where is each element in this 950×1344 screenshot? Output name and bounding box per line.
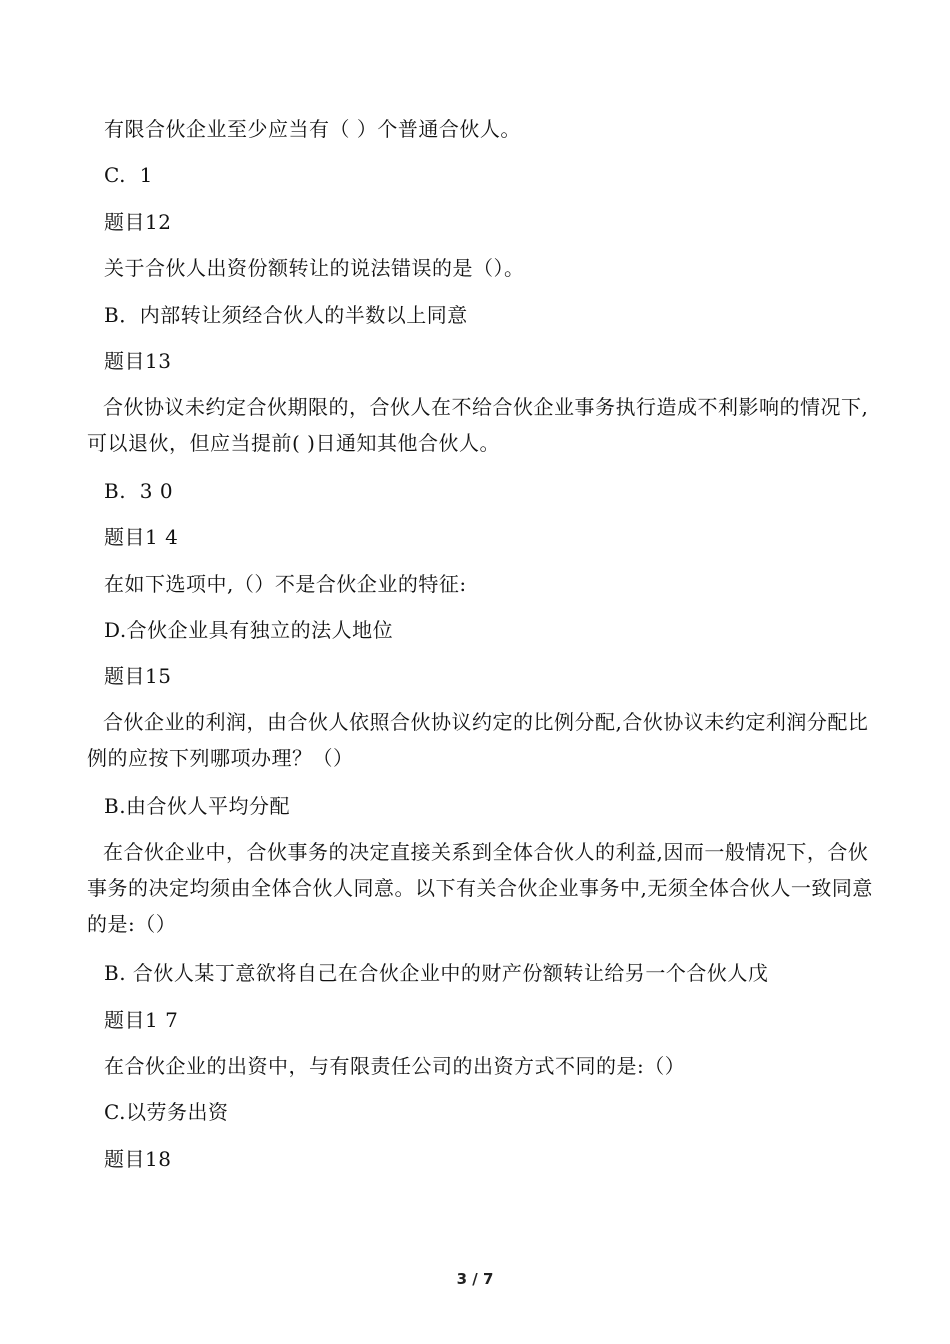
page-indicator: 3 / 7 xyxy=(456,1270,494,1288)
question-11-answer: C. 1 xyxy=(104,163,153,187)
question-17-heading: 题目1 7 xyxy=(104,1008,179,1032)
question-15-text: 合伙企业的利润，由合伙人依照合伙协议约定的比例分配,合伙协议未约定利润分配比例的应按下列哪项办理？（） xyxy=(87,710,869,770)
question-12-heading: 题目12 xyxy=(104,210,172,234)
question-17-text: 在合伙企业的出资中，与有限责任公司的出资方式不同的是:（） xyxy=(104,1054,686,1078)
question-14-answer: D.合伙企业具有独立的法人地位 xyxy=(104,618,394,642)
question-14-text: 在如下选项中,（）不是合伙企业的特征: xyxy=(104,572,467,596)
question-13-text: 合伙协议未约定合伙期限的，合伙人在不给合伙企业事务执行造成不利影响的情况下,可以退伙，但应当提前( )日通知其他合伙人。 xyxy=(87,395,869,455)
question-11-text: 有限合伙企业至少应当有（ ）个普通合伙人。 xyxy=(104,117,521,141)
question-13-heading: 题目13 xyxy=(104,349,172,373)
question-15-heading: 题目15 xyxy=(104,664,172,688)
question-16-answer: B. 合伙人某丁意欲将自己在合伙企业中的财产份额转让给另一个合伙人戊 xyxy=(104,961,769,985)
question-17-answer: C.以劳务出资 xyxy=(104,1100,229,1124)
question-12-text: 关于合伙人出资份额转让的说法错误的是（）。 xyxy=(104,256,525,280)
question-12-answer: B．内部转让须经合伙人的半数以上同意 xyxy=(104,303,468,327)
question-18-heading: 题目18 xyxy=(104,1147,172,1171)
question-16-text: 在合伙企业中，合伙事务的决定直接关系到全体合伙人的利益,因而一般情况下，合伙事务的决定均须由全体合伙人同意。以下有关合伙企业事务中,无须全体合伙人一致同意的是:（） xyxy=(87,840,873,936)
question-14-heading: 题目1 4 xyxy=(104,525,179,549)
question-15-answer: B.由合伙人平均分配 xyxy=(104,794,291,818)
question-13-answer: B. 3 0 xyxy=(104,479,174,503)
